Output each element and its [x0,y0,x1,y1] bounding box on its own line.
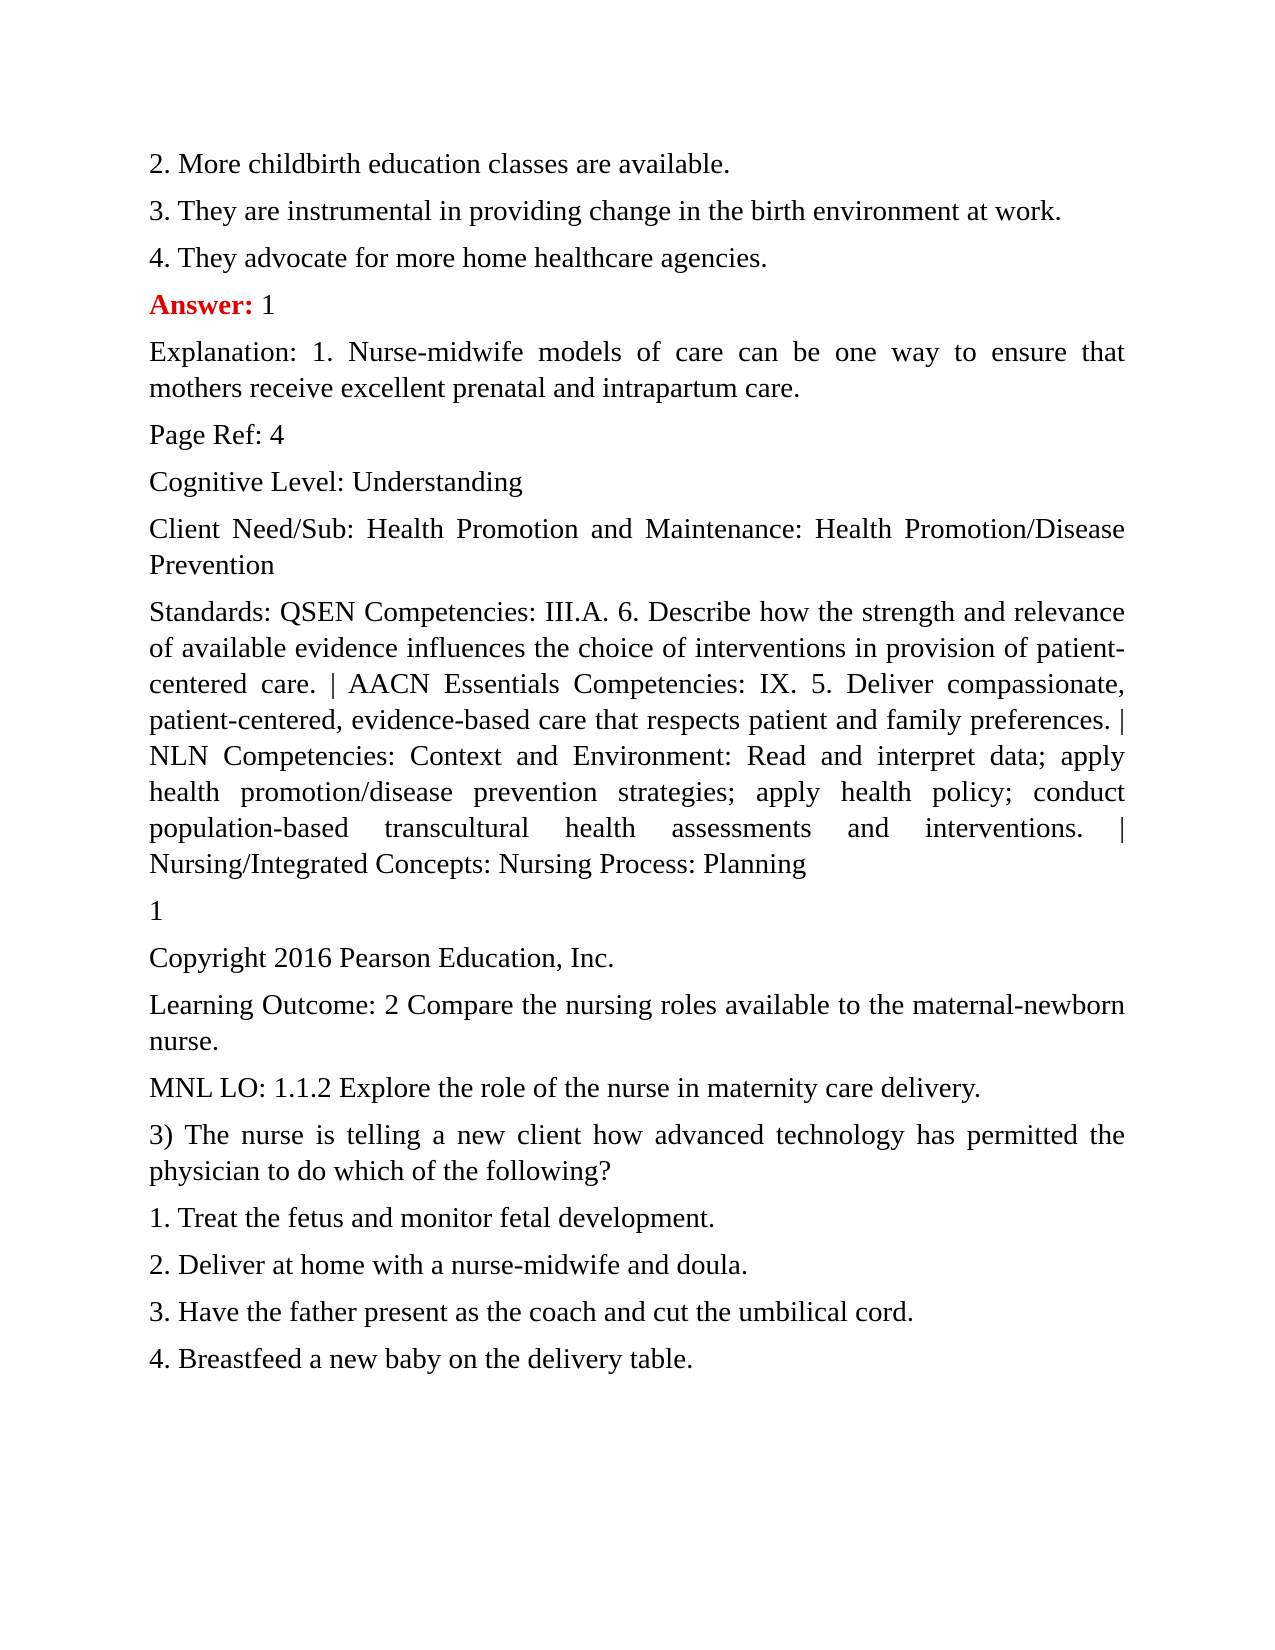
q3-option-2: 2. Deliver at home with a nurse-midwife and doula. [149,1249,749,1281]
q3-option-1: 1. Treat the fetus and monitor fetal development. [149,1202,716,1234]
q3-option-3: 3. Have the father present as the coach and cut the umbilical cord. [149,1296,914,1328]
question-3: 3) The nurse is telling a new client how advanced technology has permitted the physician to do which of the following? [149,1119,1125,1187]
q3-option-4: 4. Breastfeed a new baby on the delivery table. [149,1343,694,1375]
answer-label: Answer: [149,289,254,321]
client-need: Client Need/Sub: Health Promotion and Maintenance: Health Promotion/Disease Prevention [149,513,1125,581]
option-3: 3. They are instrumental in providing change in the birth environment at work. [149,195,1062,227]
copyright: Copyright 2016 Pearson Education, Inc. [149,942,615,974]
explanation: Explanation: 1. Nurse-midwife models of care can be one way to ensure that mothers receive excellent prenatal and intrapartum care. [149,336,1125,404]
option-2: 2. More childbirth education classes are available. [149,148,731,180]
cognitive-level: Cognitive Level: Understanding [149,466,523,498]
option-4: 4. They advocate for more home healthcare agencies. [149,242,768,274]
page-number: 1 [149,895,164,927]
learning-outcome: Learning Outcome: 2 Compare the nursing roles available to the maternal-newborn nurse. [149,989,1125,1057]
document-body [149,146,1125,1388]
answer-line [149,287,1125,323]
mnl-lo: MNL LO: 1.1.2 Explore the role of the nurse in maternity care delivery. [149,1072,982,1104]
answer-value: 1 [253,289,276,321]
page-ref: Page Ref: 4 [149,419,285,451]
standards: Standards: QSEN Competencies: III.A. 6. Describe how the strength and relevance of available evidence influences the choice of interventions in provision of patient-centered care. | AACN Essentials Competencies: IX. 5. Deliver compassionate, patient-centered, evidence-based care that respects patient and family preferences. | NLN Competencies: Context and Environment: Read and interpret data; apply health promotion/disease prevention strategies; apply health policy; conduct population-based transcultural health assessments and interventions. | Nursing/Integrated Concepts: Nursing Process: Planning [149,596,1125,880]
